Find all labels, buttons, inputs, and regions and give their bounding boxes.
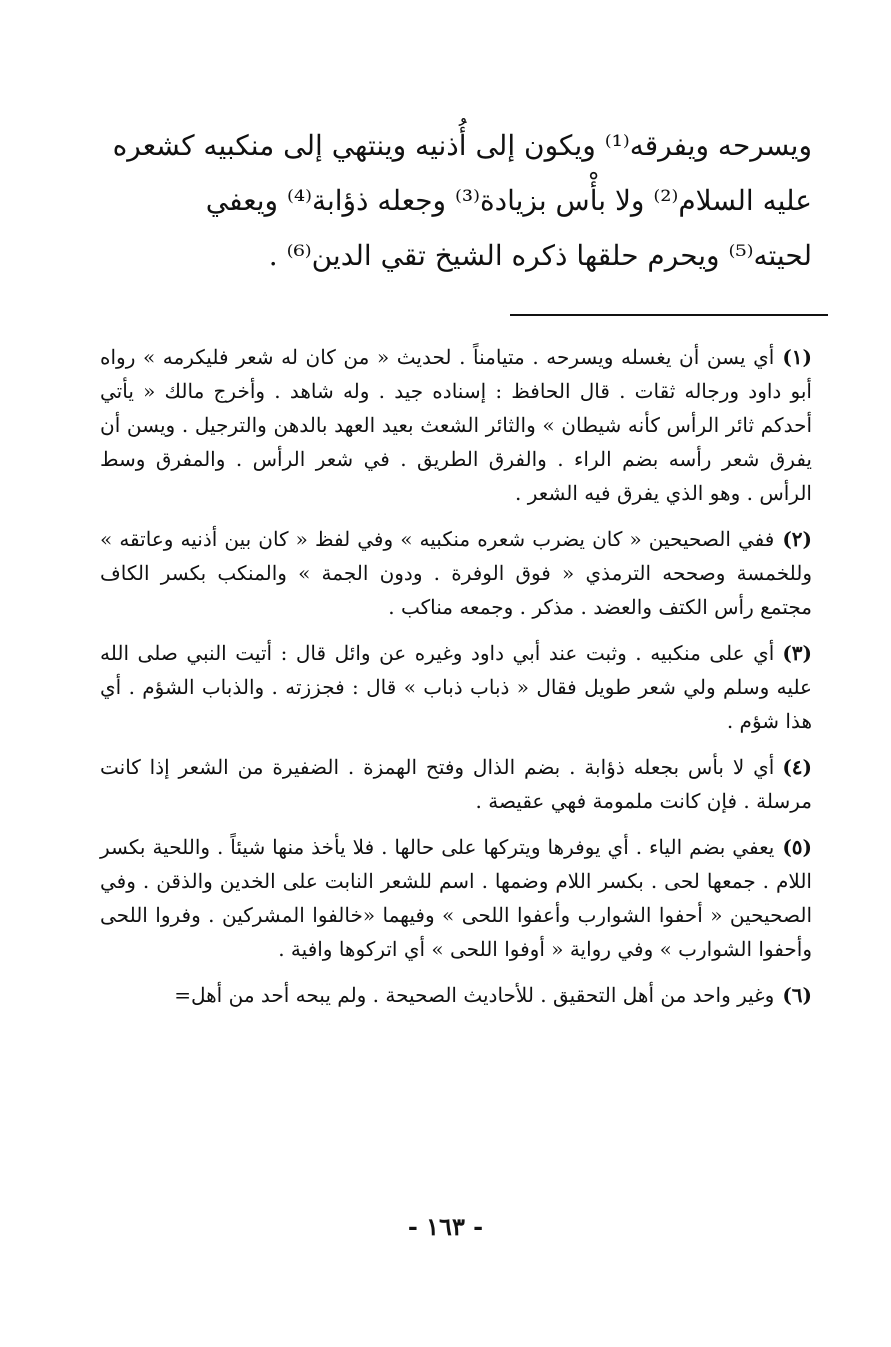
footnote-1 <box>100 340 812 510</box>
footnote-5 <box>100 830 812 966</box>
footnote-number: (٢) <box>782 527 812 551</box>
footnote-divider <box>510 314 828 316</box>
footnote-number: (٥) <box>782 835 812 859</box>
main-text-line-3: لحيته⁽⁵⁾ ويحرم حلقها ذكره الشيخ تقي الدين⁽⁶⁾ . <box>268 239 812 272</box>
footnote-2 <box>100 522 812 624</box>
footnote-text: أي على منكبيه . وثبت عند أبي داود وغيره عن وائل قال : أتيت النبي صلى الله عليه وسلم ولي شعر طويل فقال « ذباب ذباب » قال : فجززته . والذباب الشؤم . أي هذا شؤم . <box>100 641 812 733</box>
footnote-number: (٦) <box>782 983 812 1007</box>
footnote-number: (٣) <box>782 641 812 665</box>
main-text-line-1: ويسرحه ويفرقه⁽¹⁾ ويكون إلى أُذنيه وينتهي إلى منكبيه كشعره <box>112 129 812 162</box>
footnote-text: أي لا بأس بجعله ذؤابة . بضم الذال وفتح الهمزة . الضفيرة من الشعر إذا كانت مرسلة . فإن كانت ملمومة فهي عقيصة . <box>100 755 812 813</box>
main-text-line-2: عليه السلام⁽²⁾ ولا بأْس بزيادة⁽³⁾ وجعله ذؤابة⁽⁴⁾ ويعفي <box>205 184 812 217</box>
footnote-number: (١) <box>782 345 812 369</box>
main-text <box>100 118 812 283</box>
main-text-block <box>100 118 812 283</box>
footnote-6 <box>100 978 812 1012</box>
footnote-text: يعفي بضم الياء . أي يوفرها ويتركها على حالها . فلا يأخذ منها شيئاً . واللحية بكسر اللام . جمعها لحى . بكسر اللام وضمها . اسم للشعر النابت على الخدين والذقن . وفي الصحيحين « أحفوا الشوارب وأعفوا اللحى » وفيهما «خالفوا المشركين . وفروا اللحى وأحفوا الشوارب » وفي رواية « أوفوا اللحى » أي اتركوها وافية . <box>100 835 812 961</box>
page-number: - ١٦٣ - <box>407 1212 484 1241</box>
footnote-text: أي يسن أن يغسله ويسرحه . متيامناً . لحديث « من كان له شعر فليكرمه » رواه أبو داود ورجاله ثقات . قال الحافظ : إسناده جيد . وله شاهد . وأخرج مالك « يأتي أحدكم ثائر الرأس كأنه شيطان » والثائر الشعث بعيد العهد بالدهن والترجيل . ويسن أن يفرق شعر رأسه بضم الراء . والفرق الطريق . في شعر الرأس . والمفرق وسط الرأس . وهو الذي يفرق فيه الشعر . <box>100 345 812 505</box>
footnote-text: ففي الصحيحين « كان يضرب شعره منكبيه » وفي لفظ « كان بين أذنيه وعاتقه » وللخمسة وصححه الترمذي « فوق الوفرة . ودون الجمة » والمنكب بكسر الكاف مجتمع رأس الكتف والعضد . مذكر . وجمعه مناكب . <box>100 527 812 619</box>
footnotes-section <box>100 340 812 1024</box>
footnote-3 <box>100 636 812 738</box>
footnote-number: (٤) <box>782 755 812 779</box>
footnote-4 <box>100 750 812 818</box>
footnote-text: وغير واحد من أهل التحقيق . للأحاديث الصحيحة . ولم يبحه أحد من أهل= <box>174 983 775 1007</box>
